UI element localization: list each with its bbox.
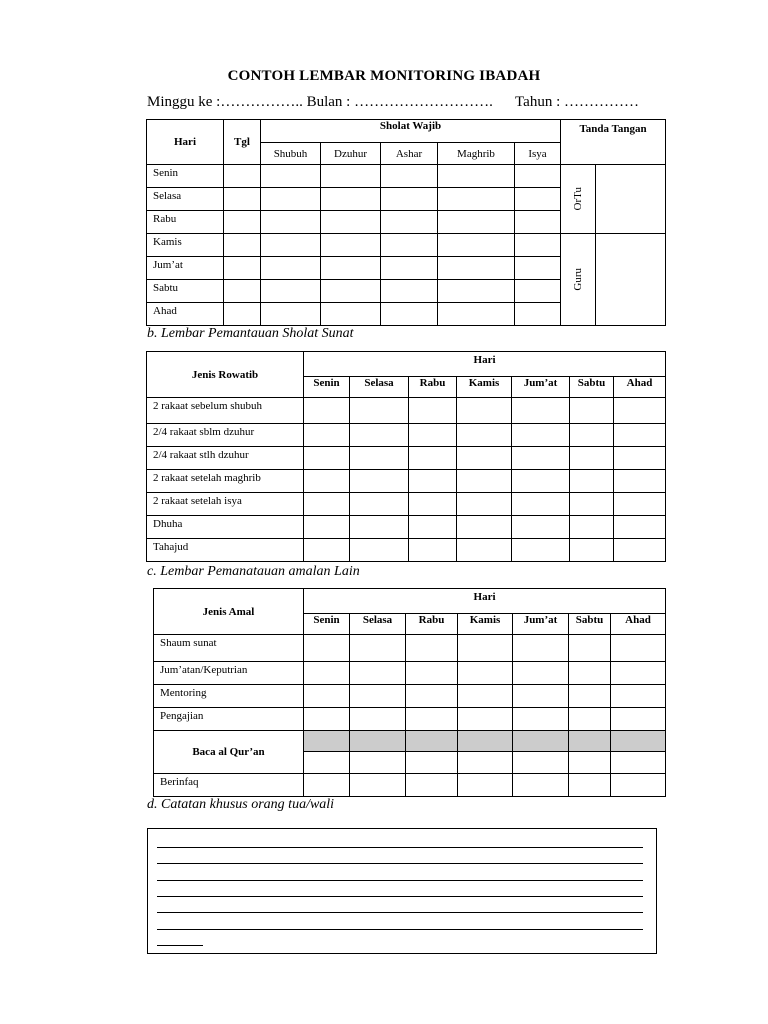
check-cell[interactable]: [512, 493, 570, 516]
notes-box[interactable]: [147, 828, 657, 954]
col-header-day: Kamis: [458, 614, 513, 635]
prayer-check-cell[interactable]: [438, 188, 515, 211]
check-cell[interactable]: [409, 470, 457, 493]
check-cell[interactable]: [350, 662, 406, 685]
caption-section-b: b. Lembar Pemantauan Sholat Sunat: [147, 326, 354, 341]
note-line-short: [157, 945, 203, 946]
row-label-rowatib: Tahajud: [147, 539, 304, 562]
row-label-amal: Shaum sunat: [154, 635, 304, 662]
prayer-check-cell[interactable]: [515, 188, 561, 211]
col-header-day: Selasa: [350, 614, 406, 635]
check-cell[interactable]: [614, 516, 666, 539]
check-cell[interactable]: [458, 685, 513, 708]
check-cell[interactable]: [350, 752, 406, 774]
table-row: [147, 447, 666, 470]
check-cell[interactable]: [513, 774, 569, 797]
col-header-day: Selasa: [350, 377, 409, 398]
prayer-check-cell[interactable]: [321, 188, 381, 211]
check-cell[interactable]: [409, 539, 457, 562]
check-cell[interactable]: [304, 516, 350, 539]
check-cell[interactable]: [350, 539, 409, 562]
check-cell[interactable]: [350, 447, 409, 470]
prayer-check-cell[interactable]: [261, 280, 321, 303]
prayer-check-cell[interactable]: [381, 303, 438, 326]
table-row: [147, 234, 666, 257]
check-cell[interactable]: [512, 516, 570, 539]
check-cell[interactable]: [614, 493, 666, 516]
check-cell[interactable]: [570, 447, 614, 470]
check-cell[interactable]: [304, 635, 350, 662]
tgl-cell[interactable]: [224, 257, 261, 280]
check-cell[interactable]: [409, 447, 457, 470]
col-header-hari: Hari: [147, 120, 224, 165]
check-cell[interactable]: [569, 662, 611, 685]
check-cell[interactable]: [458, 752, 513, 774]
check-cell[interactable]: [458, 635, 513, 662]
check-cell[interactable]: [512, 398, 570, 424]
check-cell[interactable]: [350, 398, 409, 424]
table-row: [147, 165, 666, 188]
col-header-prayer: Ashar: [381, 143, 438, 165]
check-cell[interactable]: [611, 662, 666, 685]
check-cell[interactable]: [304, 447, 350, 470]
check-cell[interactable]: [512, 447, 570, 470]
check-cell[interactable]: [457, 539, 512, 562]
tgl-cell[interactable]: [224, 303, 261, 326]
check-cell[interactable]: [409, 424, 457, 447]
prayer-check-cell[interactable]: [261, 303, 321, 326]
check-cell[interactable]: [350, 424, 409, 447]
tgl-cell[interactable]: [224, 188, 261, 211]
note-line: [157, 896, 643, 897]
check-cell[interactable]: [350, 635, 406, 662]
check-cell[interactable]: [513, 752, 569, 774]
check-cell[interactable]: [350, 470, 409, 493]
check-cell[interactable]: [350, 708, 406, 731]
caption-section-d: d. Catatan khusus orang tua/wali: [147, 797, 335, 812]
col-header-day: Jum’at: [513, 614, 569, 635]
tgl-cell[interactable]: [224, 280, 261, 303]
prayer-check-cell[interactable]: [261, 188, 321, 211]
note-line: [157, 929, 643, 930]
check-cell[interactable]: [569, 685, 611, 708]
col-header-day: Ahad: [611, 614, 666, 635]
prayer-check-cell[interactable]: [515, 257, 561, 280]
check-cell[interactable]: [458, 662, 513, 685]
prayer-check-cell[interactable]: [381, 211, 438, 234]
check-cell[interactable]: [304, 752, 350, 774]
col-header-hari: Hari: [304, 352, 666, 377]
check-cell[interactable]: [406, 662, 458, 685]
check-cell[interactable]: [304, 662, 350, 685]
table-row: [147, 398, 666, 424]
check-cell[interactable]: [512, 539, 570, 562]
check-cell[interactable]: [350, 774, 406, 797]
prayer-check-cell[interactable]: [321, 257, 381, 280]
col-header-tgl: Tgl: [224, 120, 261, 165]
table-row: [154, 708, 666, 731]
prayer-check-cell[interactable]: [261, 165, 321, 188]
prayer-check-cell[interactable]: [438, 257, 515, 280]
prayer-check-cell[interactable]: [515, 303, 561, 326]
table-row: [147, 539, 666, 562]
col-header-prayer: Dzuhur: [321, 143, 381, 165]
tgl-cell[interactable]: [224, 211, 261, 234]
check-cell[interactable]: [350, 516, 409, 539]
row-label-baca-quran: Baca al Qur’an: [154, 731, 304, 774]
check-cell[interactable]: [611, 752, 666, 774]
col-header-day: Senin: [304, 377, 350, 398]
check-cell[interactable]: [406, 752, 458, 774]
row-label-day: Kamis: [147, 234, 224, 257]
col-header-day: Rabu: [406, 614, 458, 635]
check-cell[interactable]: [304, 493, 350, 516]
row-label-amal: Mentoring: [154, 685, 304, 708]
row-label-rowatib: 2 rakaat sebelum shubuh: [147, 398, 304, 424]
row-label-rowatib: 2 rakaat setelah maghrib: [147, 470, 304, 493]
check-cell[interactable]: [350, 493, 409, 516]
col-header-tanda-tangan: Tanda Tangan: [561, 120, 666, 165]
check-cell[interactable]: [350, 685, 406, 708]
row-label-amal: Jum’atan/Keputrian: [154, 662, 304, 685]
prayer-check-cell[interactable]: [438, 280, 515, 303]
check-cell[interactable]: [570, 398, 614, 424]
check-cell[interactable]: [457, 398, 512, 424]
check-cell[interactable]: [569, 635, 611, 662]
row-label-day: Ahad: [147, 303, 224, 326]
shaded-cell: [350, 731, 406, 752]
prayer-check-cell[interactable]: [381, 257, 438, 280]
check-cell[interactable]: [304, 708, 350, 731]
signature-ortu-cell[interactable]: [596, 165, 666, 234]
check-cell[interactable]: [570, 516, 614, 539]
check-cell[interactable]: [512, 470, 570, 493]
table-row: [154, 774, 666, 797]
table-row: [154, 662, 666, 685]
check-cell[interactable]: [457, 424, 512, 447]
check-cell[interactable]: [614, 447, 666, 470]
row-label-rowatib: 2/4 rakaat stlh dzuhur: [147, 447, 304, 470]
shaded-cell: [406, 731, 458, 752]
row-label-rowatib: 2 rakaat setelah isya: [147, 493, 304, 516]
tgl-cell[interactable]: [224, 234, 261, 257]
prayer-check-cell[interactable]: [381, 165, 438, 188]
row-label-amal: Pengajian: [154, 708, 304, 731]
check-cell[interactable]: [513, 685, 569, 708]
check-cell[interactable]: [457, 447, 512, 470]
col-header-day: Senin: [304, 614, 350, 635]
check-cell[interactable]: [513, 635, 569, 662]
prayer-check-cell[interactable]: [381, 234, 438, 257]
check-cell[interactable]: [458, 708, 513, 731]
amalan-lain-table: [153, 588, 666, 797]
check-cell[interactable]: [304, 398, 350, 424]
row-label-day: Rabu: [147, 211, 224, 234]
row-label-amal: Berinfaq: [154, 774, 304, 797]
row-label-day: Jum’at: [147, 257, 224, 280]
prayer-check-cell[interactable]: [321, 234, 381, 257]
shaded-cell: [513, 731, 569, 752]
col-header-jenis-rowatib: Jenis Rowatib: [147, 352, 304, 398]
table-row: [154, 731, 666, 752]
note-line: [157, 912, 643, 913]
check-cell[interactable]: [611, 635, 666, 662]
period-header-line: Minggu ke :…………….. Bulan : ………………………. Tahun : ……………: [147, 94, 639, 110]
col-header-hari: Hari: [304, 589, 666, 614]
note-line: [157, 880, 643, 881]
row-label-day: Selasa: [147, 188, 224, 211]
prayer-check-cell[interactable]: [438, 165, 515, 188]
check-cell[interactable]: [614, 470, 666, 493]
table-row: [147, 470, 666, 493]
sign-label-guru: [561, 234, 596, 326]
prayer-check-cell[interactable]: [321, 303, 381, 326]
check-cell[interactable]: [569, 752, 611, 774]
ortu-label-text: OrTu: [572, 187, 585, 211]
check-cell[interactable]: [409, 516, 457, 539]
shaded-cell: [304, 731, 350, 752]
check-cell[interactable]: [409, 398, 457, 424]
check-cell[interactable]: [457, 493, 512, 516]
prayer-check-cell[interactable]: [321, 280, 381, 303]
prayer-check-cell[interactable]: [381, 280, 438, 303]
check-cell[interactable]: [457, 470, 512, 493]
check-cell[interactable]: [406, 708, 458, 731]
check-cell[interactable]: [614, 539, 666, 562]
check-cell[interactable]: [304, 685, 350, 708]
check-cell[interactable]: [513, 708, 569, 731]
check-cell[interactable]: [614, 398, 666, 424]
row-label-rowatib: 2/4 rakaat sblm dzuhur: [147, 424, 304, 447]
check-cell[interactable]: [570, 470, 614, 493]
note-line: [157, 847, 643, 848]
col-header-day: Kamis: [457, 377, 512, 398]
prayer-check-cell[interactable]: [438, 303, 515, 326]
col-header-jenis-amal: Jenis Amal: [154, 589, 304, 635]
prayer-check-cell[interactable]: [321, 211, 381, 234]
check-cell[interactable]: [569, 774, 611, 797]
table-row: [154, 635, 666, 662]
caption-section-c: c. Lembar Pemanatauan amalan Lain: [147, 564, 360, 579]
table-row: [147, 424, 666, 447]
check-cell[interactable]: [570, 539, 614, 562]
check-cell[interactable]: [457, 516, 512, 539]
check-cell[interactable]: [304, 774, 350, 797]
table-row: [147, 516, 666, 539]
tgl-cell[interactable]: [224, 165, 261, 188]
prayer-check-cell[interactable]: [438, 211, 515, 234]
guru-label-text: Guru: [572, 268, 585, 291]
col-header-prayer: Shubuh: [261, 143, 321, 165]
col-header-day: Sabtu: [569, 614, 611, 635]
col-header-sholat-wajib: Sholat Wajib: [261, 120, 561, 143]
col-header-day: Rabu: [409, 377, 457, 398]
check-cell[interactable]: [570, 493, 614, 516]
col-header-prayer: Isya: [515, 143, 561, 165]
check-cell[interactable]: [409, 493, 457, 516]
check-cell[interactable]: [513, 662, 569, 685]
prayer-check-cell[interactable]: [261, 211, 321, 234]
col-header-day: Ahad: [614, 377, 666, 398]
check-cell[interactable]: [611, 685, 666, 708]
prayer-check-cell[interactable]: [515, 165, 561, 188]
document-title: CONTOH LEMBAR MONITORING IBADAH: [227, 68, 541, 84]
prayer-check-cell[interactable]: [515, 234, 561, 257]
prayer-check-cell[interactable]: [515, 280, 561, 303]
check-cell[interactable]: [406, 685, 458, 708]
col-header-day: Sabtu: [570, 377, 614, 398]
table-row: [154, 685, 666, 708]
shaded-cell: [458, 731, 513, 752]
prayer-check-cell[interactable]: [515, 211, 561, 234]
row-label-rowatib: Dhuha: [147, 516, 304, 539]
row-label-day: Sabtu: [147, 280, 224, 303]
col-header-prayer: Maghrib: [438, 143, 515, 165]
sholat-wajib-table: [146, 119, 666, 326]
table-row: [147, 493, 666, 516]
prayer-check-cell[interactable]: [261, 234, 321, 257]
sholat-sunat-table: [146, 351, 666, 562]
check-cell[interactable]: [406, 635, 458, 662]
check-cell[interactable]: [304, 424, 350, 447]
check-cell[interactable]: [304, 470, 350, 493]
row-label-day: Senin: [147, 165, 224, 188]
prayer-check-cell[interactable]: [381, 188, 438, 211]
prayer-check-cell[interactable]: [438, 234, 515, 257]
prayer-check-cell[interactable]: [321, 165, 381, 188]
note-line: [157, 863, 643, 864]
check-cell[interactable]: [611, 708, 666, 731]
col-header-day: Jum’at: [512, 377, 570, 398]
shaded-cell: [611, 731, 666, 752]
check-cell[interactable]: [570, 424, 614, 447]
check-cell[interactable]: [512, 424, 570, 447]
signature-guru-cell[interactable]: [596, 234, 666, 326]
shaded-cell: [569, 731, 611, 752]
prayer-check-cell[interactable]: [261, 257, 321, 280]
check-cell[interactable]: [406, 774, 458, 797]
check-cell[interactable]: [611, 774, 666, 797]
check-cell[interactable]: [569, 708, 611, 731]
check-cell[interactable]: [614, 424, 666, 447]
check-cell[interactable]: [458, 774, 513, 797]
check-cell[interactable]: [304, 539, 350, 562]
sign-label-ortu: [561, 165, 596, 234]
